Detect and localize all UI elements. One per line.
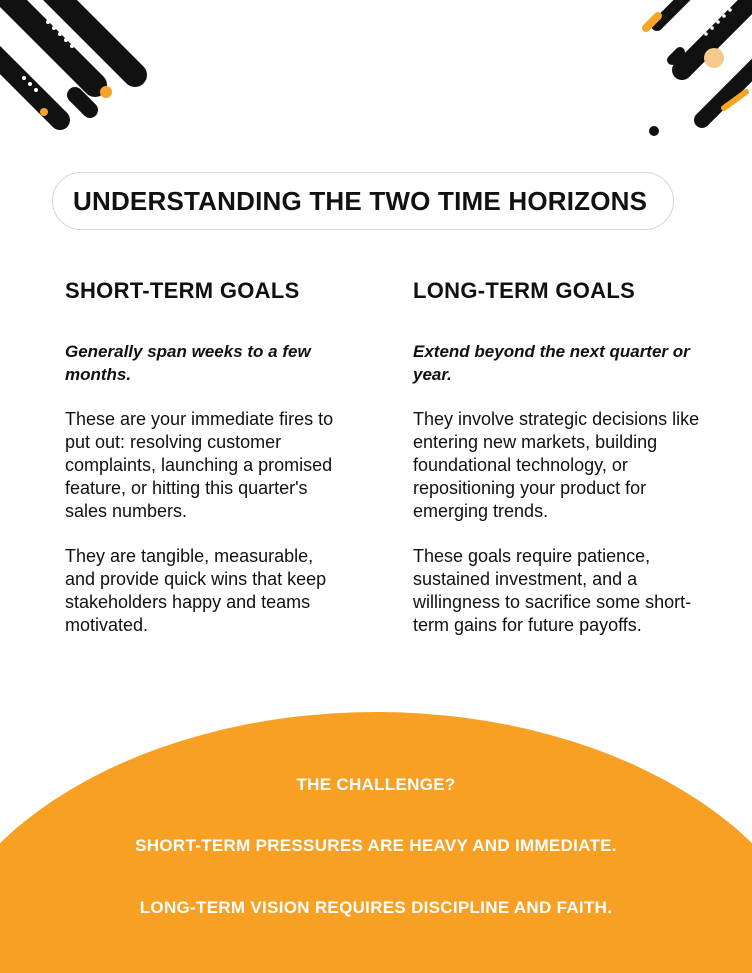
long-term-column <box>413 278 713 659</box>
short-term-heading: SHORT-TERM GOALS <box>65 278 300 303</box>
short-term-span: Generally span weeks to a few months. <box>65 342 311 384</box>
decorative-stripes-left <box>0 0 160 150</box>
short-term-column <box>65 278 340 659</box>
page-title: UNDERSTANDING THE TWO TIME HORIZONS <box>73 185 648 216</box>
long-term-heading: LONG-TERM GOALS <box>413 278 636 303</box>
long-term-span: Extend beyond the next quarter or year. <box>413 342 690 384</box>
challenge-heading: THE CHALLENGE? <box>296 775 456 794</box>
title-banner <box>52 172 674 230</box>
long-term-paragraph-2: These goals require patience, sustained investment, and a willingness to sacrifice some short-term gains for future payoffs. <box>413 546 692 635</box>
decorative-stripes-right <box>632 0 752 145</box>
short-term-paragraph-1: These are your immediate fires to put out: resolving customer complaints, launching a promised feature, or hitting this quarter's sales numbers. <box>65 409 334 521</box>
challenge-line-short-term: SHORT-TERM PRESSURES ARE HEAVY AND IMMEDIATE. <box>135 836 617 855</box>
challenge-line-long-term: LONG-TERM VISION REQUIRES DISCIPLINE AND FAITH. <box>139 898 613 917</box>
short-term-paragraph-2: They are tangible, measurable, and provide quick wins that keep stakeholders happy and teams motivated. <box>65 546 327 635</box>
long-term-paragraph-1: They involve strategic decisions like entering new markets, building foundational technology, or repositioning your product for emerging trends. <box>413 409 700 521</box>
